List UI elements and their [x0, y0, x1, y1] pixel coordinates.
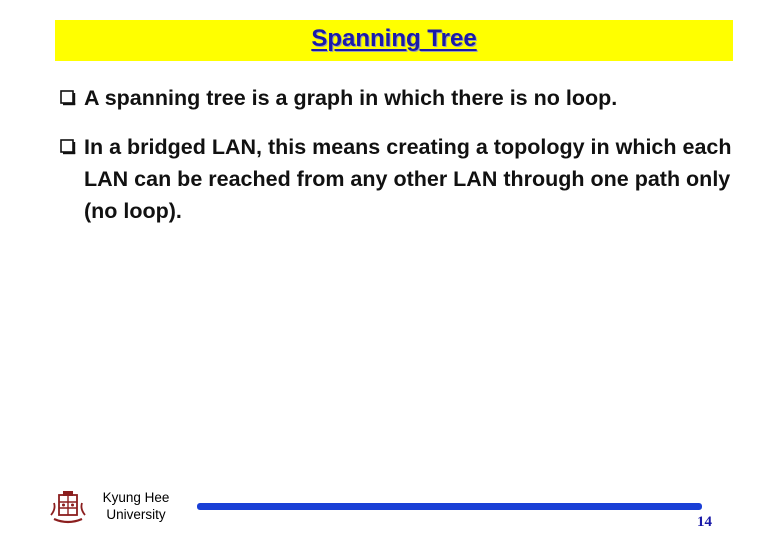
footer-divider [197, 503, 702, 510]
page-number: 14 [697, 514, 712, 530]
bullet-item [60, 131, 740, 227]
bullet-item [60, 82, 740, 114]
title-bar [55, 20, 733, 61]
bullet-text: In a bridged LAN, this means creating a topology in which each LAN can be reached from any other LAN through one path only (no loop). [84, 135, 732, 223]
university-seal-icon [48, 489, 88, 525]
checkbox-bullet-icon [60, 90, 76, 106]
university-name-line2: University [106, 507, 166, 522]
slide-title: Spanning Tree [311, 25, 477, 52]
university-name [96, 489, 176, 523]
checkbox-bullet-icon [60, 139, 76, 155]
bullet-text: A spanning tree is a graph in which there is no loop. [84, 86, 618, 110]
university-name-line1: Kyung Hee [102, 490, 170, 505]
